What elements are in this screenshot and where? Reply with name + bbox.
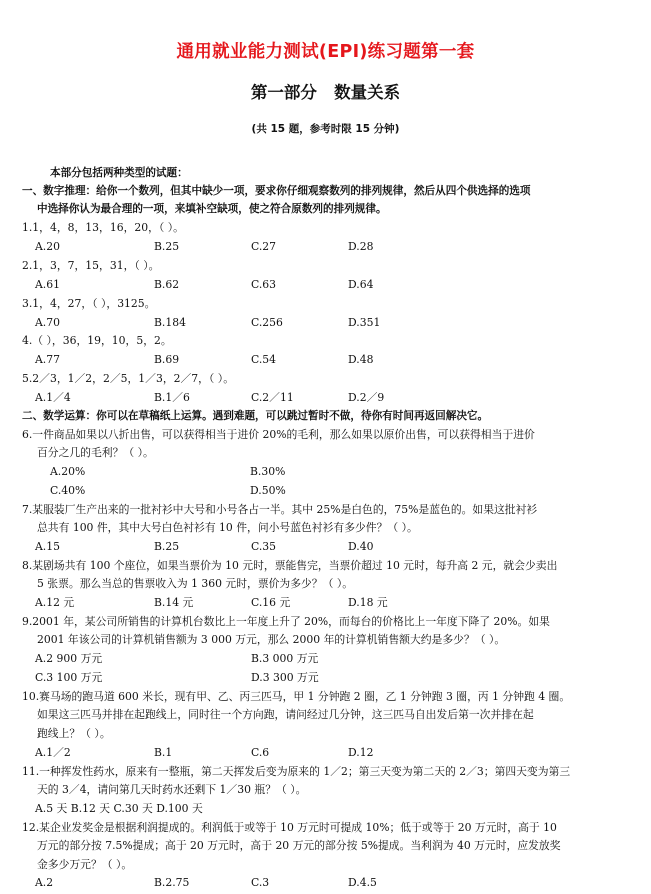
- option-c: C.27: [251, 240, 277, 253]
- option-d: D.12: [348, 746, 374, 759]
- option-c: C.6: [251, 746, 270, 759]
- option-b: B.1: [154, 746, 173, 759]
- option-c: C.63: [251, 278, 277, 291]
- question-6-options-row1: [35, 465, 635, 479]
- question-9: 9.2001 年，某公司所销售的计算机台数比上一年度上升了 20%，而每台的价格比上一年度下降了 20%。如果: [22, 615, 550, 628]
- option-b: B.69: [154, 353, 180, 366]
- option-a: A.20%: [50, 465, 86, 478]
- option-c: C.2／11: [251, 391, 294, 404]
- option-c: C.35: [251, 540, 277, 553]
- question-11-cont: 天的 3／4，请问第几天时药水还剩下 1／30 瓶？（ ）。: [37, 783, 307, 796]
- question-2: 2.1，3，7，15，31，（ ）。: [22, 259, 160, 272]
- option-b: B.3 000 万元: [251, 652, 319, 665]
- intro-text: 本部分包括两种类型的试题：: [50, 167, 188, 179]
- option-d: D.2／9: [348, 391, 385, 404]
- option-d: D.351: [348, 316, 381, 329]
- question-1-options: [35, 240, 635, 254]
- time-limit-note: (共 15 题，参考时限 15 分钟): [251, 123, 400, 135]
- section2-heading: 二、数学运算：你可以在草稿纸上运算。遇到难题，可以跳过暂时不做，待你有时间再返回解决它。: [22, 410, 489, 422]
- question-6: 6.一件商品如果以八折出售，可以获得相当于进价 20%的毛利，那么如果以原价出售，可以获得相当于进价: [22, 428, 535, 441]
- option-a: A.12 元: [35, 596, 75, 609]
- question-10-cont: 如果这三匹马并排在起跑线上，同时往一个方向跑，请问经过几分钟，这三匹马自出发后第一次并排在起: [37, 708, 534, 721]
- question-7-options: [35, 540, 635, 554]
- option-c: C.40%: [50, 484, 86, 497]
- option-b: B.30%: [250, 465, 286, 478]
- option-d: D.48: [348, 353, 374, 366]
- option-c: C.256: [251, 316, 283, 329]
- option-c: C.3 100 万元: [35, 671, 103, 684]
- question-8-cont: 5 张票。那么当总的售票收入为 1 360 元时，票价为多少？（ ）。: [37, 577, 354, 590]
- option-b: B.14 元: [154, 596, 194, 609]
- question-8: 8.某剧场共有 100 个座位，如果当票价为 10 元时，票能售完，当票价超过 10 元时，每升高 2 元，就会少卖出: [22, 559, 558, 572]
- option-a: A.1／2: [35, 746, 71, 759]
- question-4: 4.（ ），36，19，10，5，2。: [22, 334, 172, 347]
- option-b: B.1／6: [154, 391, 190, 404]
- question-4-options: [35, 353, 635, 367]
- section1-heading: 一、数字推理：给你一个数列，但其中缺少一项，要求你仔细观察数列的排列规律，然后从四个供选择的选项: [22, 185, 531, 197]
- question-12-options: [35, 876, 635, 890]
- question-7-cont: 总共有 100 件，其中大号白色衬衫有 10 件，问小号蓝色衬衫有多少件？（ ）。: [37, 521, 418, 534]
- option-d: D.50%: [250, 484, 286, 497]
- question-9-options-row1: [35, 652, 635, 666]
- question-12: 12.某企业发奖金是根据利润提成的。利润低于或等于 10 万元时可提成 10%；低于或等于 20 万元时，高于 10: [22, 821, 557, 834]
- option-d: D.3 300 万元: [251, 671, 319, 684]
- option-b: B.25: [154, 540, 180, 553]
- question-10-cont2: 跑线上？（ ）。: [37, 727, 111, 740]
- option-b: B.2.75: [154, 876, 190, 889]
- option-b: B.25: [154, 240, 180, 253]
- question-3-options: [35, 316, 635, 330]
- option-d: D.28: [348, 240, 374, 253]
- question-10: 10.赛马场的跑马道 600 米长，现有甲、乙、丙三匹马，甲 1 分钟跑 2 圈，乙 1 分钟跑 3 圈，丙 1 分钟跑 4 圈。: [22, 690, 571, 703]
- option-d: D.4.5: [348, 876, 377, 889]
- option-a: A.77: [35, 353, 60, 366]
- question-11: 11.一种挥发性药水，原来有一整瓶，第二天挥发后变为原来的 1／2；第三天变为第二天的 2／3；第四天变为第三: [22, 765, 571, 778]
- question-12-cont2: 金多少万元？（ ）。: [37, 858, 133, 871]
- question-12-cont: 万元的部分按 7.5%提成；高于 20 万元时，高于 20 万元的部分按 5%提成。当利润为 40 万元时，应发放奖: [37, 839, 561, 852]
- question-6-cont: 百分之几的毛利？（ ）。: [37, 446, 154, 459]
- question-3: 3.1，4，27，（ ），3125。: [22, 297, 156, 310]
- question-11-options: [35, 802, 635, 816]
- option-a: A.2 900 万元: [35, 652, 103, 665]
- option-d: D.40: [348, 540, 374, 553]
- option-a: A.2: [35, 876, 54, 889]
- question-2-options: [35, 278, 635, 292]
- document-title: 通用就业能力测试(EPI)练习题第一套: [176, 42, 475, 62]
- option-b: B.184: [154, 316, 186, 329]
- option-d: D.64: [348, 278, 374, 291]
- option-c: C.3: [251, 876, 270, 889]
- options-inline: A.5 天 B.12 天 C.30 天 D.100 天: [35, 802, 203, 815]
- option-a: A.15: [35, 540, 60, 553]
- question-10-options: [35, 746, 635, 760]
- question-7: 7.某服装厂生产出来的一批衬衫中大号和小号各占一半。其中 25%是白色的，75%是蓝色的。如果这批衬衫: [22, 503, 538, 516]
- question-5-options: [35, 391, 635, 405]
- option-a: A.61: [35, 278, 60, 291]
- option-d: D.18 元: [348, 596, 388, 609]
- section1-heading-cont: 中选择你认为最合理的一项，来填补空缺项，使之符合原数列的排列规律。: [37, 203, 387, 215]
- question-1: 1.1，4，8，13，16，20，（ ）。: [22, 221, 184, 234]
- option-a: A.70: [35, 316, 60, 329]
- question-9-cont: 2001 年该公司的计算机销售额为 3 000 万元，那么 2000 年的计算机销售额大约是多少？（ ）。: [37, 633, 506, 646]
- part-heading: 第一部分 数量关系: [250, 83, 401, 102]
- question-6-options-row2: [35, 484, 635, 498]
- option-b: B.62: [154, 278, 180, 291]
- question-9-options-row2: [35, 671, 635, 685]
- option-a: A.20: [35, 240, 60, 253]
- option-c: C.54: [251, 353, 277, 366]
- option-c: C.16 元: [251, 596, 291, 609]
- question-8-options: [35, 596, 635, 610]
- option-a: A.1／4: [35, 391, 71, 404]
- question-5: 5.2／3，1／2，2／5，1／3，2／7，（ ）。: [22, 372, 234, 385]
